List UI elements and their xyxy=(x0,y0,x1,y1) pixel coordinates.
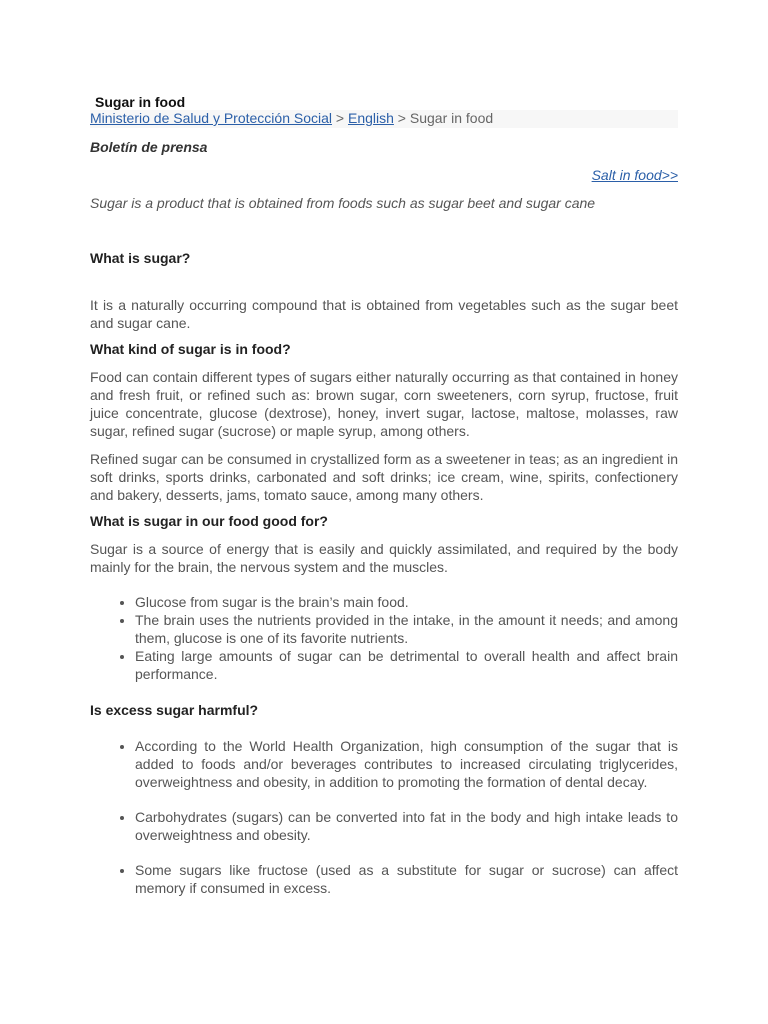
list-item: • Some sugars like fructose (used as a substitute for sugar or sucrose) can affect memory if consumed in excess. xyxy=(135,861,678,897)
section-heading-excess-sugar: Is excess sugar harmful? xyxy=(90,702,259,718)
bullet-list xyxy=(90,737,678,897)
press-release-label: Boletín de prensa xyxy=(90,139,208,155)
list-item: • According to the World Health Organization, high consumption of the sugar that is added to foods and/or beverages contributes to increased circulating triglycerides, overweightness and obesity, in addition to promoting the formation of dental decay. xyxy=(135,737,678,791)
list-item: • Carbohydrates (sugars) can be converted into fat in the body and high intake leads to overweightness and obesity. xyxy=(135,808,678,844)
list-item: • Eating large amounts of sugar can be detrimental to overall health and affect brain performance. xyxy=(135,647,678,683)
list-item: • The brain uses the nutrients provided in the intake, in the amount it needs; and among them, glucose is one of its favorite nutrients. xyxy=(135,611,678,647)
salt-in-food-link[interactable]: Salt in food>> xyxy=(591,167,678,183)
breadcrumb-separator: > xyxy=(335,110,345,126)
next-article-nav xyxy=(90,167,678,184)
document-page xyxy=(90,94,678,897)
section-heading-kind-of-sugar: What kind of sugar is in food? xyxy=(90,341,291,357)
paragraph: Refined sugar can be consumed in crystallized form as a sweetener in teas; as an ingredient in soft drinks, sports drinks, carbonated and soft drinks; ice cream, wine, spirits, confectionery and bakery, desserts, jams, tomato sauce, among many others. xyxy=(90,451,678,503)
breadcrumb xyxy=(90,110,678,128)
breadcrumb-link-ministerio[interactable]: Ministerio de Salud y Protección Social xyxy=(90,110,333,126)
list-item: • Glucose from sugar is the brain’s main food. xyxy=(135,593,678,611)
page-title: Sugar in food xyxy=(95,94,186,110)
paragraph: Sugar is a source of energy that is easily and quickly assimilated, and required by the body mainly for the brain, the nervous system and the muscles. xyxy=(90,541,678,575)
breadcrumb-link-english[interactable]: English xyxy=(347,110,394,126)
intro-text: Sugar is a product that is obtained from foods such as sugar beet and sugar cane xyxy=(90,195,596,211)
section-heading-sugar-good-for: What is sugar in our food good for? xyxy=(90,513,328,529)
paragraph: Food can contain different types of sugars either naturally occurring as that contained in honey and fresh fruit, or refined such as: brown sugar, corn sweeteners, corn syrup, fructose, fruit juice concentrate, glucose (dextrose), honey, invert sugar, lactose, maltose, molasses, raw sugar, refined sugar (sucrose) or maple syrup, among others. xyxy=(90,369,678,439)
section-heading-what-is-sugar: What is sugar? xyxy=(90,250,191,266)
paragraph: It is a naturally occurring compound that is obtained from vegetables such as the sugar beet and sugar cane. xyxy=(90,297,678,331)
breadcrumb-current: Sugar in food xyxy=(409,110,494,126)
breadcrumb-separator: > xyxy=(397,110,406,126)
bullet-list xyxy=(90,593,678,683)
